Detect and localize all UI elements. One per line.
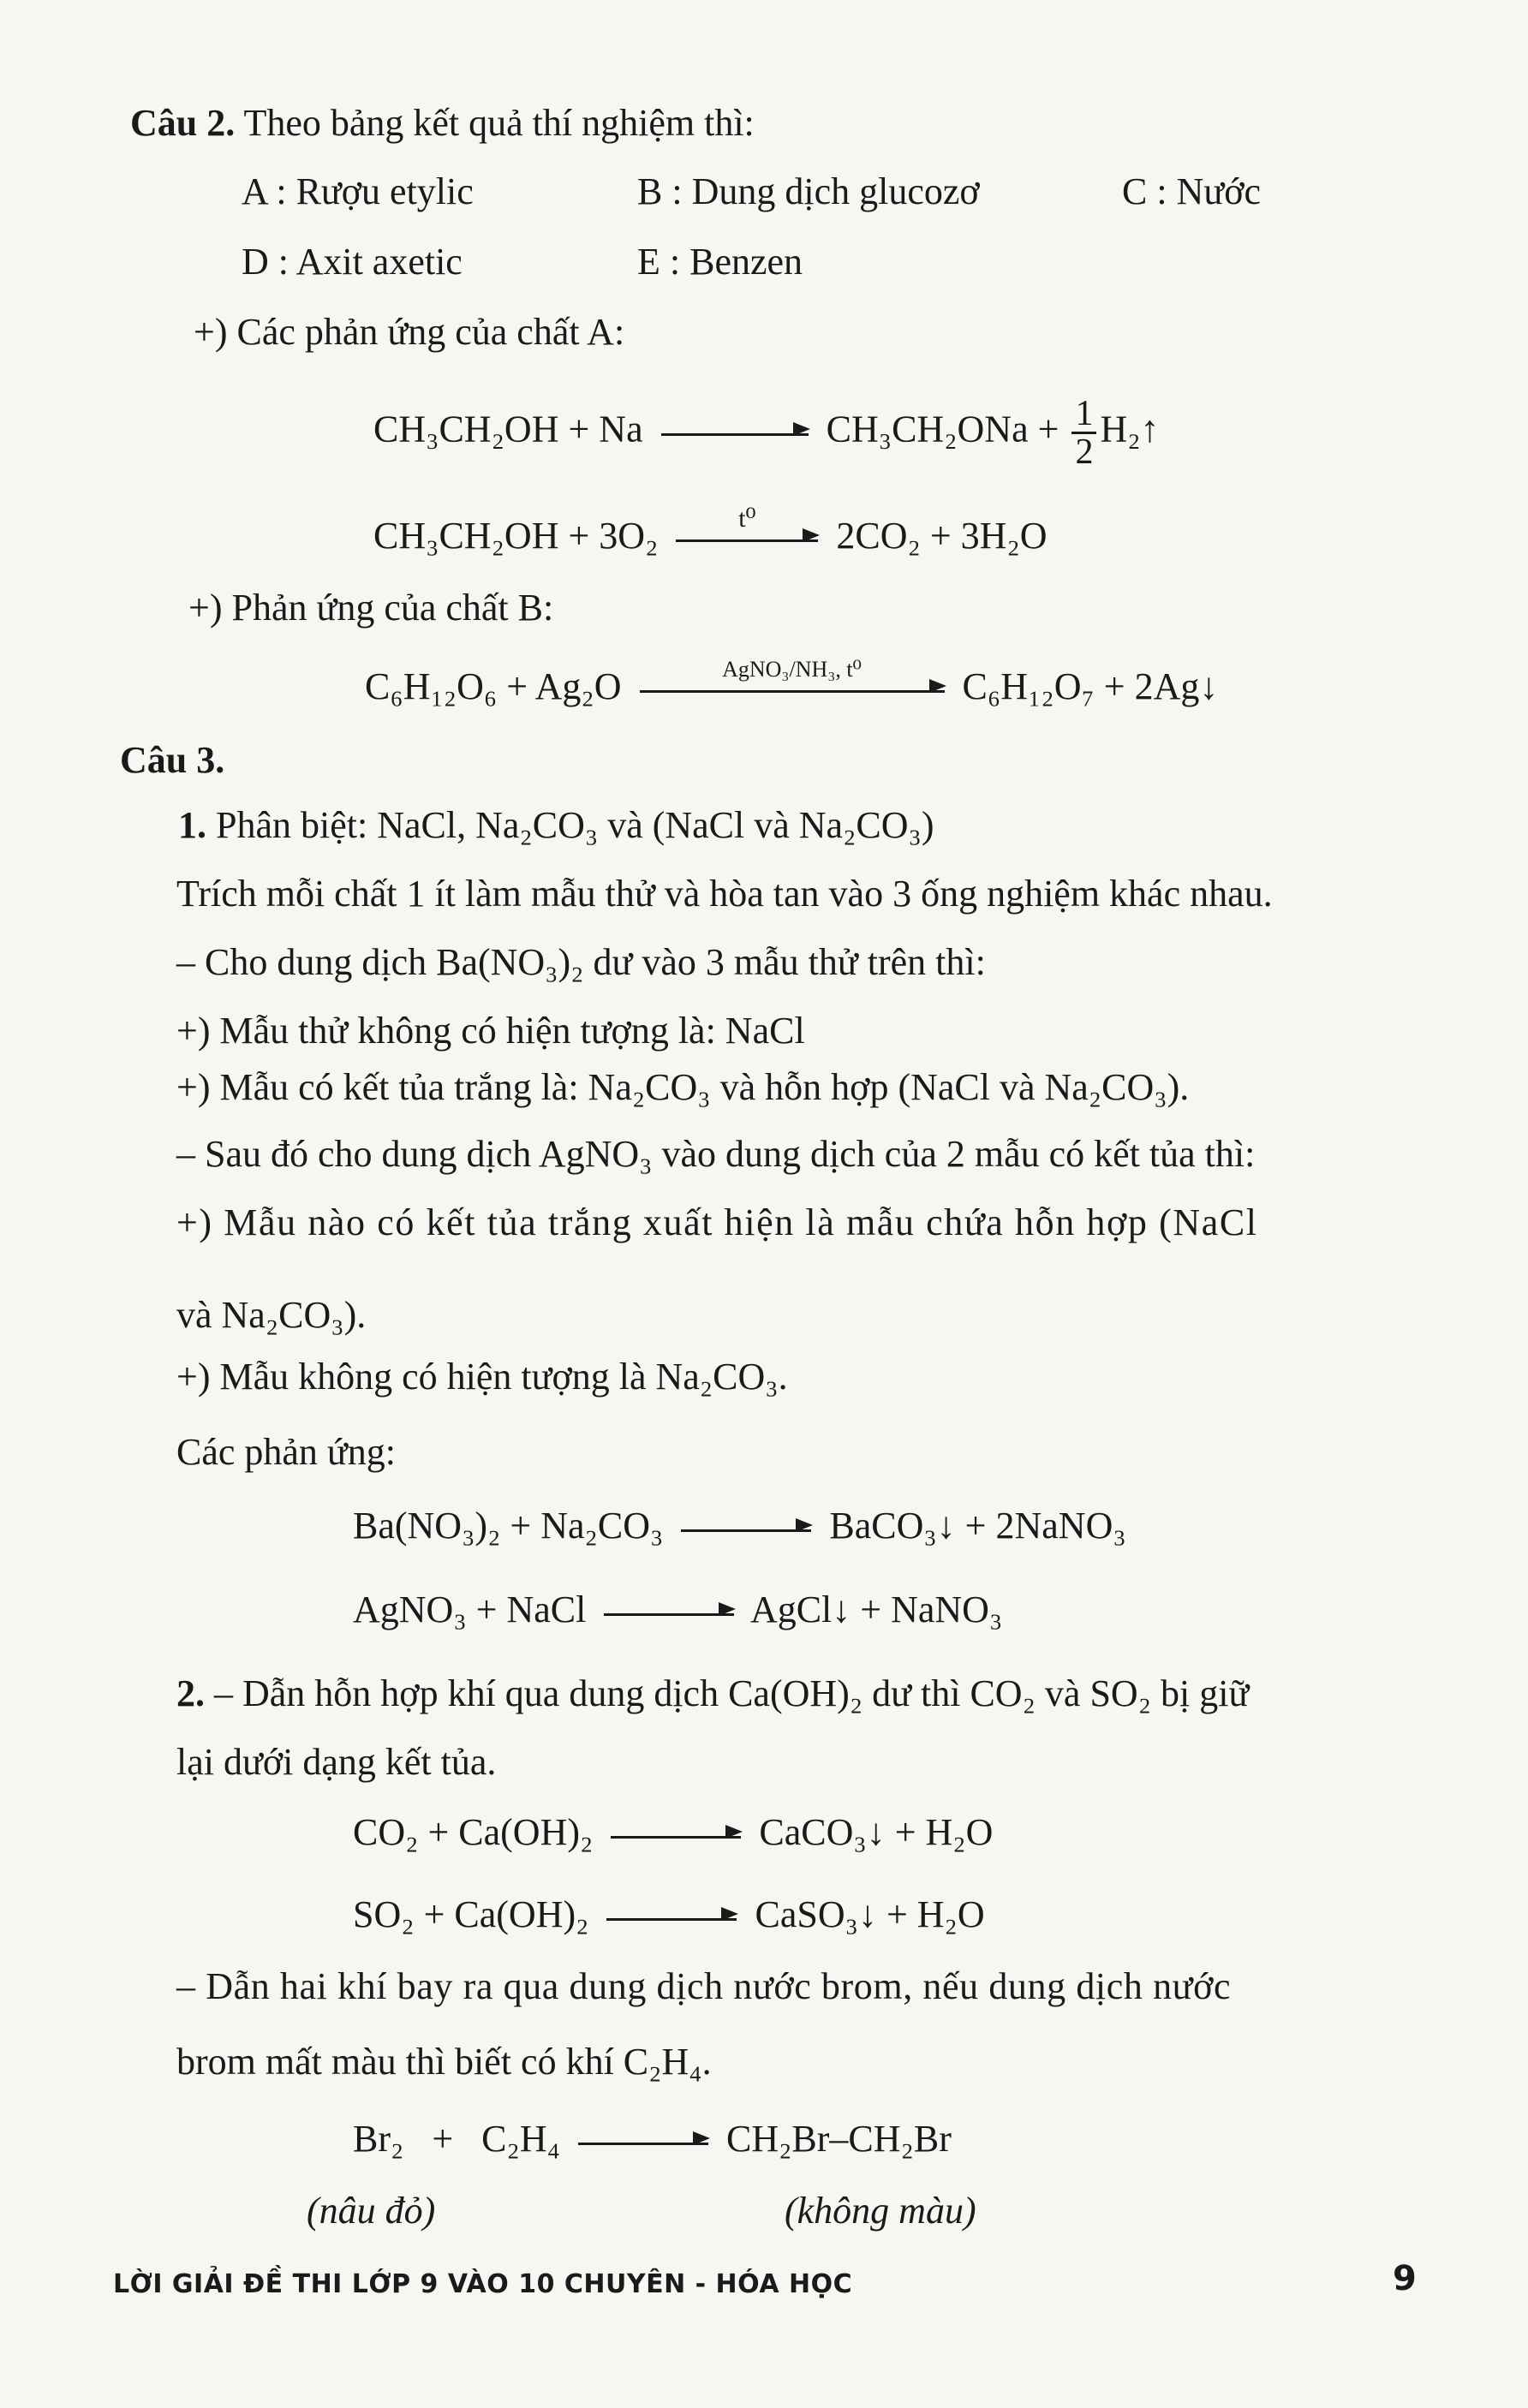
part1-text: Phân biệt: NaCl, Na₂CO₃ và (NaCl và Na₂CO₃) — [206, 804, 934, 846]
item-d: D : Axit axetic — [242, 241, 463, 283]
cau3-line-7: và Na₂CO₃). — [176, 1294, 367, 1336]
eq8-right: CH₂Br–CH₂Br — [725, 2118, 952, 2160]
eq5-left: AgNO₃ + NaCl — [353, 1588, 587, 1630]
equation-2 — [373, 504, 1048, 562]
eq2-condition: t⁰ — [738, 504, 756, 533]
cau2-intro: Theo bảng kết quả thí nghiệm thì: — [235, 102, 755, 144]
cau2-title: Câu 2. — [130, 102, 236, 144]
cau3-line-5: – Sau đó cho dung dịch AgNO₃ vào dung dịch của 2 mẫu có kết tủa thì: — [176, 1133, 1256, 1175]
cau3-part1 — [178, 802, 934, 849]
eq7-left: SO₂ + Ca(OH)₂ — [353, 1893, 589, 1935]
eq1-left: CH₃CH₂OH + Na — [373, 408, 643, 450]
eq4-left: Ba(NO₃)₂ + Na₂CO₃ — [353, 1505, 664, 1547]
eq6-left: CO₂ + Ca(OH)₂ — [353, 1811, 594, 1853]
cau3-line-6: +) Mẫu nào có kết tủa trắng xuất hiện là mẫu chứa hỗn hợp (NaCl — [176, 1201, 1258, 1243]
part2-line-3: – Dẫn hai khí bay ra qua dung dịch nước brom, nếu dung dịch nước — [176, 1965, 1232, 2007]
eq8-left: Br₂ + C₂H₄ — [353, 2118, 560, 2160]
eq4-right: BaCO₃↓ + 2NaNO₃ — [829, 1505, 1126, 1547]
eq5-right: AgCl↓ + NaNO₃ — [749, 1588, 1003, 1630]
eq2-left: CH₃CH₂OH + 3O₂ — [373, 515, 659, 557]
eq1-tail: H₂↑ — [1100, 408, 1160, 450]
page-number: 9 — [1393, 2259, 1417, 2298]
eq1-right: CH₃CH₂ONa + — [826, 408, 1059, 450]
item-b: B : Dung dịch glucozơ — [637, 170, 980, 212]
note-khong-mau: (không màu) — [785, 2190, 976, 2232]
eq3-condition: AgNO₃/NH₃, t⁰ — [722, 657, 862, 682]
arrow-icon — [640, 657, 945, 693]
eq1-frac-den: 2 — [1075, 432, 1094, 472]
cau3-line-1: Trích mỗi chất 1 ít làm mẫu thử và hòa tan vào 3 ống nghiệm khác nhau. — [176, 873, 1273, 915]
cau2-heading — [130, 99, 755, 147]
part2-text: – Dẫn hỗn hợp khí qua dung dịch Ca(OH)₂ dư thì CO₂ và SO₂ bị giữ — [205, 1672, 1250, 1714]
equation-6 — [353, 1807, 993, 1858]
equation-4 — [353, 1500, 1126, 1552]
equation-7 — [353, 1889, 985, 1940]
fraction — [1071, 396, 1096, 470]
cau3-line-2: – Cho dung dịch Ba(NO₃)₂ dư vào 3 mẫu thử trên thì: — [176, 941, 986, 983]
cau3-title: Câu 3. — [120, 739, 225, 781]
item-a: A : Rượu etylic — [242, 170, 474, 212]
react-b-heading: +) Phản ứng của chất B: — [188, 587, 554, 629]
equation-1 — [373, 396, 1160, 470]
eq3-left: C₆H₁₂O₆ + Ag₂O — [365, 665, 622, 707]
arrow-icon — [676, 504, 818, 542]
arrow-icon — [606, 1915, 737, 1921]
cau3-line-8: +) Mẫu không có hiện tượng là Na₂CO₃. — [176, 1356, 788, 1398]
cau3-line-9: Các phản ứng: — [176, 1431, 397, 1473]
equation-3 — [365, 657, 1219, 712]
eq3-right: C₆H₁₂O₇ + 2Ag↓ — [962, 665, 1219, 707]
eq6-right: CaCO₃↓ + H₂O — [759, 1811, 994, 1853]
arrow-icon — [681, 1526, 811, 1532]
eq7-right: CaSO₃↓ + H₂O — [755, 1893, 985, 1935]
equation-8 — [353, 2113, 952, 2165]
cau3-line-3: +) Mẫu thử không có hiện tượng là: NaCl — [176, 1010, 805, 1052]
equation-5 — [353, 1584, 1002, 1636]
arrow-icon — [604, 1610, 734, 1616]
item-e: E : Benzen — [637, 241, 803, 283]
cau3-line-4: +) Mẫu có kết tủa trắng là: Na₂CO₃ và hỗn hợp (NaCl và Na₂CO₃). — [176, 1066, 1190, 1108]
footer-title: LỜI GIẢI ĐỀ THI LỚP 9 VÀO 10 CHUYÊN - HÓA HỌC — [113, 2269, 853, 2299]
eq1-frac-num: 1 — [1071, 396, 1096, 434]
cau3-part2 — [176, 1670, 1249, 1718]
part2-line-2: lại dưới dạng kết tủa. — [176, 1741, 497, 1783]
eq2-right: 2CO₂ + 3H₂O — [836, 515, 1048, 557]
arrow-icon — [611, 1833, 741, 1839]
part1-number: 1. — [178, 804, 206, 846]
part2-number: 2. — [176, 1672, 205, 1714]
note-nau-do: (nâu đỏ) — [307, 2190, 436, 2232]
part2-line-4: brom mất màu thì biết có khí C₂H₄. — [176, 2041, 712, 2083]
react-a-heading: +) Các phản ứng của chất A: — [194, 311, 625, 353]
arrow-icon — [661, 430, 809, 436]
arrow-icon — [578, 2139, 708, 2145]
item-c: C : Nước — [1122, 170, 1261, 212]
